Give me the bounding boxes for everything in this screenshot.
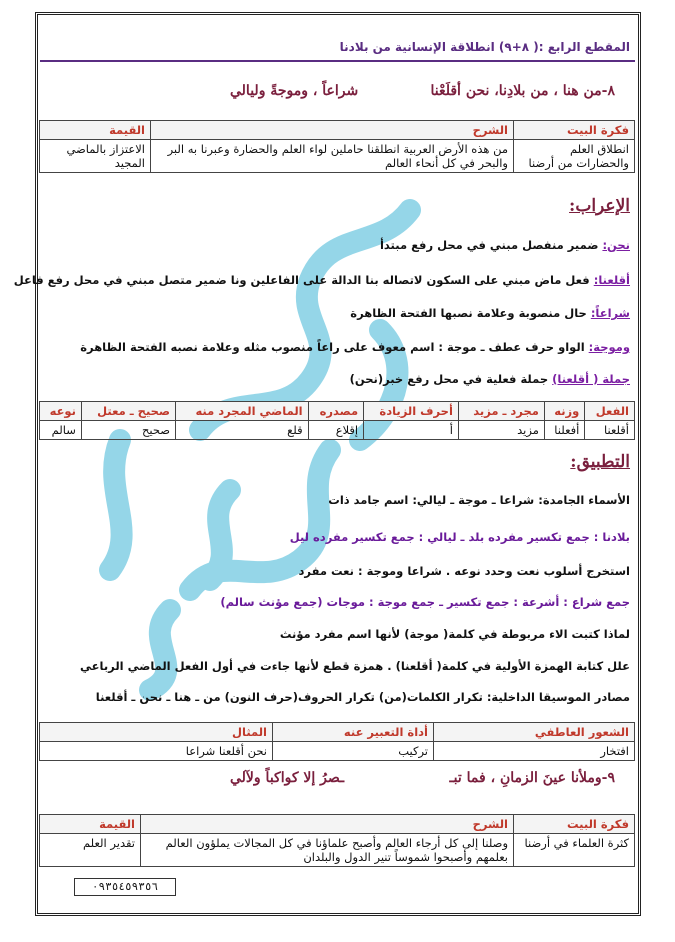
cell-pattern: أفعلنا: [544, 421, 584, 440]
header-explanation: الشرح: [141, 815, 514, 834]
cell-tool: تركيب: [273, 742, 434, 761]
irab-key: وموجة:: [588, 340, 630, 354]
header-pattern: وزنه: [544, 402, 584, 421]
irab-line-3: [350, 306, 630, 320]
header-stripped-past: الماضي المجرد منه: [176, 402, 309, 421]
irab-text: جملة فعلية في محل رفع خبر(نحن): [349, 372, 553, 386]
cell-stripped-past: قلع: [176, 421, 309, 440]
irab-key: نحن:: [602, 238, 630, 252]
irab-line-5: [350, 372, 630, 386]
irab-line-1: [380, 238, 630, 252]
cell-value: تقدير العلم: [40, 834, 141, 867]
tatbiq-line-4: جمع شراع : أشرعة : جمع تكسير ـ جمع موجة : موجات (جمع مؤنث سالم): [220, 595, 630, 609]
header-idea: فكرة البيت: [514, 121, 635, 140]
cell-masdar: إقلاع: [308, 421, 364, 440]
idea-table-1: [39, 120, 635, 173]
irab-heading: الإعراب:: [569, 196, 630, 216]
cell-idea: انطلاق العلم والحضارات من أرضنا: [514, 140, 635, 173]
header-masdar: مصدره: [308, 402, 364, 421]
cell-explanation: من هذه الأرض العربية انطلقنا حاملين لواء العلم والحضارة وعبرنا به البر والبحر في كل أنحاء العالم: [151, 140, 514, 173]
header-value: القيمة: [40, 815, 141, 834]
cell-type: سالم: [40, 421, 82, 440]
tatbiq-line-6: علل كتابة الهمزة الأولية في كلمة( أقلعنا) . همزة قطع لأنها جاءت في أول الفعل الماضي الرباعي: [80, 659, 630, 673]
irab-key: أقلعنا:: [593, 273, 630, 287]
header-idea: فكرة البيت: [514, 815, 635, 834]
cell-explanation: وصلنا إلى كل أرجاء العالم وأصبح علماؤنا في كل المجالات يملؤون العالم بعلمهم وأصبحوا شموساً تنير الدول والبلدان: [141, 834, 514, 867]
header-sound-weak: صحيح ـ معتل: [81, 402, 175, 421]
cell-value: الاعتزاز بالماضي المجيد: [40, 140, 151, 173]
header-added-letters: أحرف الزيادة: [364, 402, 459, 421]
header-example: المثال: [40, 723, 273, 742]
irab-key: جملة ( أقلعنا): [552, 372, 630, 386]
idea-table-2: [39, 814, 635, 867]
irab-text: حال منصوبة وعلامة نصبها الفتحة الظاهرة: [350, 306, 591, 320]
tatbiq-line-2: بلادنا : جمع تكسير مفرده بلد ـ ليالي : جمع تكسير مفرده ليل: [289, 530, 630, 544]
cell-example: نحن أقلعنا شراعا: [40, 742, 273, 761]
irab-text: ضمير منفصل مبني في محل رفع مبتدأ: [379, 238, 603, 252]
tatbiq-line-5: لماذا كتبت الاء مربوطة في كلمة( موجة) لأنها اسم مفرد مؤنث: [279, 627, 630, 641]
cell-feeling: افتخار: [434, 742, 635, 761]
verse-9-second-half: ـصرُ إلا كواكباً ولآلي: [230, 770, 345, 786]
unit-title: المقطع الرابع :( ٨+٩) انطلاقة الإنسانية من بلادنا: [339, 40, 630, 54]
verse-9-first-half: ٩-وملأنا عينَ الزمانِ ، فما تبـ: [449, 770, 615, 786]
tatbiq-heading: التطبيق:: [570, 452, 630, 472]
phone-number: ٠٩٣٥٤٥٩٣٥٦: [74, 878, 176, 896]
unit-divider: [40, 60, 635, 62]
feeling-table: [39, 722, 635, 761]
header-feeling: الشعور العاطفي: [434, 723, 635, 742]
header-explanation: الشرح: [151, 121, 514, 140]
verse-8-first-half: ٨-من هنا ، من بلادِنا، نحن أقلَعْنا: [430, 83, 615, 99]
cell-added-letters: أ: [364, 421, 459, 440]
cell-sound-weak: صحيح: [81, 421, 175, 440]
irab-key: شراعاً:: [590, 306, 630, 320]
header-verb: الفعل: [585, 402, 635, 421]
irab-line-2: [14, 273, 630, 287]
tatbiq-line-7: مصادر الموسيقا الداخلية: تكرار الكلمات(من) تكرار الحروف(حرف النون) من ـ هنا ـ نحن ـ أقلعنا: [95, 690, 630, 704]
header-value: القيمة: [40, 121, 151, 140]
irab-text: فعل ماض مبني على السكون لاتصاله بنا الدالة على الفاعلين ونا ضمير متصل مبني في محل رفع فاعل: [13, 273, 594, 287]
tatbiq-line-3: استخرج أسلوب نعت وحدد نوعه . شراعا وموجة : نعت مفرد: [298, 564, 630, 578]
verse-8-second-half: شراعاً ، وموجةً وليالي: [230, 83, 359, 99]
tatbiq-line-1: الأسماء الجامدة: شراعا ـ موجة ـ ليالي: اسم جامد ذات: [328, 493, 630, 507]
irab-text: الواو حرف عطف ـ موجة : اسم معوف على راعاً منصوب مثله وعلامة نصبه الفتحة الظاهرة: [80, 340, 589, 354]
header-tool: أداة التعبير عنه: [273, 723, 434, 742]
header-stripped-augmented: مجرد ـ مزيد: [458, 402, 544, 421]
irab-line-4: [80, 340, 630, 354]
cell-idea: كثرة العلماء في أرضنا: [514, 834, 635, 867]
header-type: نوعه: [40, 402, 82, 421]
verb-analysis-table: [39, 401, 635, 440]
cell-verb: أقلعنا: [585, 421, 635, 440]
cell-stripped-augmented: مزيد: [458, 421, 544, 440]
